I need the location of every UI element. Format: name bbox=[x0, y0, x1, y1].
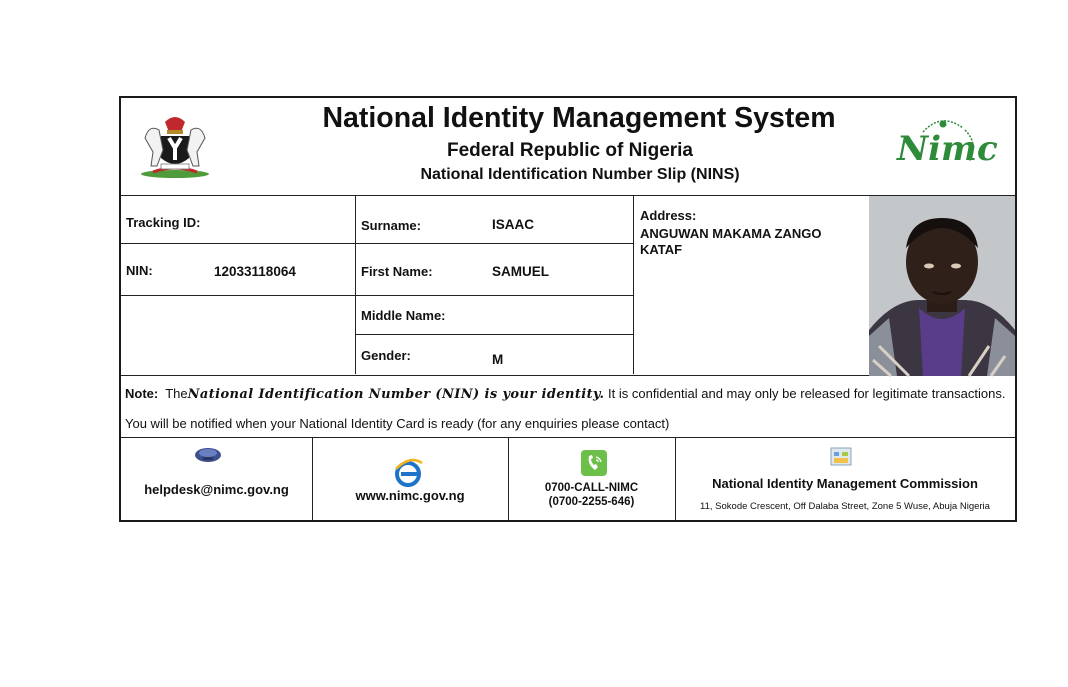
slip-title: National Identification Number Slip (NINS) bbox=[420, 166, 740, 183]
divider bbox=[633, 196, 634, 374]
nin-slip bbox=[119, 96, 1017, 522]
internet-explorer-icon bbox=[393, 459, 423, 487]
country-subtitle: Federal Republic of Nigeria bbox=[447, 140, 693, 161]
gender-value: M bbox=[492, 352, 504, 367]
building-icon bbox=[830, 446, 852, 466]
note-emphasis: National Identification Number (NIN) is your identity. bbox=[187, 387, 605, 402]
notify-text: You will be notified when your National Identity Card is ready (for any enquiries please contact) bbox=[125, 416, 670, 431]
person-portrait-icon bbox=[869, 196, 1015, 376]
note-label: Note: bbox=[125, 386, 159, 401]
system-title: National Identity Management System bbox=[322, 102, 836, 134]
identity-note bbox=[125, 386, 1005, 402]
note-rest: It is confidential and may only be released for legitimate transactions. bbox=[604, 386, 1006, 401]
tracking-id-label: Tracking ID: bbox=[126, 215, 201, 230]
email-icon bbox=[193, 445, 223, 463]
surname-label: Surname: bbox=[361, 218, 421, 233]
divider bbox=[121, 243, 633, 244]
nimc-logo bbox=[895, 110, 998, 170]
surname-value: ISAAC bbox=[492, 217, 535, 232]
divider bbox=[121, 437, 1015, 438]
phone-number-digits[interactable]: (0700-2255-646) bbox=[548, 496, 635, 508]
address-label: Address: bbox=[640, 208, 697, 223]
nimc-logo-text: Nimc bbox=[897, 129, 998, 169]
nin-label: NIN: bbox=[126, 263, 153, 278]
phone-icon bbox=[581, 450, 607, 476]
first-name-label: First Name: bbox=[361, 264, 433, 279]
helpdesk-email-link[interactable]: helpdesk@nimc.gov.ng bbox=[144, 482, 289, 497]
note-prefix: The bbox=[165, 386, 188, 401]
address-line-2: KATAF bbox=[640, 242, 683, 257]
commission-name: National Identity Management Commission bbox=[712, 476, 978, 491]
first-name-value: SAMUEL bbox=[492, 264, 549, 279]
divider bbox=[355, 334, 633, 335]
divider bbox=[312, 437, 313, 520]
slip-header bbox=[121, 98, 1015, 196]
divider bbox=[121, 295, 633, 296]
nin-value: 12033118064 bbox=[214, 264, 296, 279]
phone-number-text[interactable]: 0700-CALL-NIMC bbox=[544, 482, 639, 494]
website-link[interactable]: www.nimc.gov.ng bbox=[355, 488, 465, 503]
address-line-1: ANGUWAN MAKAMA ZANGO bbox=[640, 226, 822, 241]
middle-name-label: Middle Name: bbox=[361, 308, 446, 323]
divider bbox=[355, 196, 356, 374]
commission-address: 11, Sokode Crescent, Off Dalaba Street, Zone 5 Wuse, Abuja Nigeria bbox=[700, 501, 990, 512]
passport-photo bbox=[869, 196, 1015, 376]
gender-label: Gender: bbox=[361, 348, 411, 363]
